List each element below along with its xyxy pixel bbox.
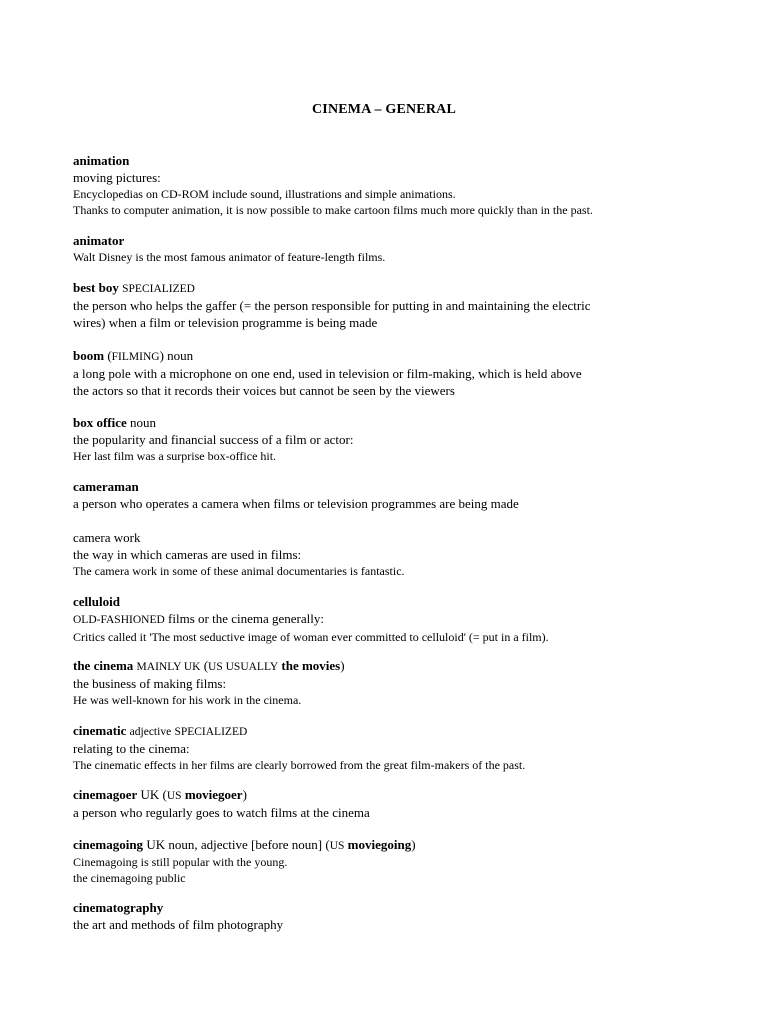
definition: films or the cinema generally: [164, 611, 324, 626]
example: Critics called it 'The most seductive image of woman ever committed to celluloid' (= put in a film). [73, 630, 549, 644]
example: He was well-known for his work in the cinema. [73, 693, 302, 707]
entry-boom [73, 348, 723, 399]
label-text: ) [411, 837, 416, 852]
example: Her last film was a surprise box-office hit. [73, 449, 277, 463]
headword: box office [73, 415, 127, 430]
example: The cinematic effects in her films are clearly borrowed from the great film-makers of the past. [73, 758, 526, 772]
entry-cinemagoing [73, 837, 723, 886]
headword: celluloid [73, 594, 120, 609]
example: Walt Disney is the most famous animator of feature-length films. [73, 250, 386, 264]
label-text: ) [242, 787, 247, 802]
entry-cameraman [73, 479, 723, 512]
headword: cinematography [73, 900, 164, 915]
definition: the art and methods of film photography [73, 917, 284, 932]
label-text: ) noun [159, 348, 194, 363]
definition: a person who operates a camera when films or television programmes are being made [73, 496, 519, 511]
headword: cinemagoing [73, 837, 144, 852]
entry-animation [73, 153, 723, 218]
label-text: UK noun, adjective [before noun] ( [146, 837, 330, 852]
pos-label: adjective [129, 726, 172, 738]
entry-the-cinema [73, 658, 723, 708]
entry-camera-work [73, 530, 723, 579]
definition: the business of making films: [73, 676, 227, 691]
pos-label: noun [130, 415, 157, 430]
definition: the actors so that it records their voices but cannot be seen by the viewers [73, 383, 455, 398]
definition: a person who regularly goes to watch films at the cinema [73, 805, 370, 820]
definition: a long pole with a microphone on one end, used in television or film-making, which is held above [73, 366, 582, 381]
usage-label: US USUALLY [208, 661, 279, 673]
entry-best-boy [73, 280, 723, 331]
usage-label: SPECIALIZED [174, 726, 248, 738]
example: Cinemagoing is still popular with the young. [73, 855, 288, 869]
definition: the way in which cameras are used in films: [73, 547, 302, 562]
definition: relating to the cinema: [73, 741, 190, 756]
entry-cinemagoer [73, 787, 723, 821]
example: The camera work in some of these animal documentaries is fantastic. [73, 564, 405, 578]
usage-label: OLD-FASHIONED [73, 614, 165, 626]
label-text: ( [107, 348, 112, 363]
usage-label: FILMING [111, 351, 160, 363]
label-text: ) [340, 658, 345, 673]
example: the cinemagoing public [73, 871, 186, 885]
headword: camera work [73, 530, 141, 545]
definition: moving pictures: [73, 170, 161, 185]
headword: best boy [73, 280, 119, 295]
entry-cinematography [73, 900, 723, 933]
variant-headword: the movies [281, 658, 341, 673]
usage-label: US [329, 840, 345, 852]
usage-label: US [166, 790, 182, 802]
page-title: CINEMA – GENERAL [312, 102, 456, 117]
variant-headword: moviegoer [184, 787, 243, 802]
definition: the popularity and financial success of a film or actor: [73, 432, 354, 447]
label-text: ( [200, 658, 209, 673]
headword: cameraman [73, 479, 139, 494]
usage-label: SPECIALIZED [122, 283, 195, 295]
entry-box-office [73, 415, 723, 464]
definition: wires) when a film or television programme is being made [73, 315, 378, 330]
example: Thanks to computer animation, it is now possible to make cartoon films much more quickly than in the past. [73, 203, 593, 217]
headword: cinematic [73, 723, 127, 738]
label-text: UK ( [140, 787, 167, 802]
variant-headword: moviegoing [347, 837, 412, 852]
headword: boom [73, 348, 105, 363]
headword: animation [73, 153, 130, 168]
entry-cinematic [73, 723, 723, 773]
headword: animator [73, 233, 125, 248]
usage-label: MAINLY UK [136, 661, 201, 673]
entry-celluloid [73, 594, 723, 645]
example: Encyclopedias on CD-ROM include sound, illustrations and simple animations. [73, 187, 456, 201]
headword: the cinema [73, 658, 134, 673]
definition: the person who helps the gaffer (= the person responsible for putting in and maintaining the electric [73, 298, 591, 313]
headword: cinemagoer [73, 787, 138, 802]
entry-animator [73, 233, 723, 265]
